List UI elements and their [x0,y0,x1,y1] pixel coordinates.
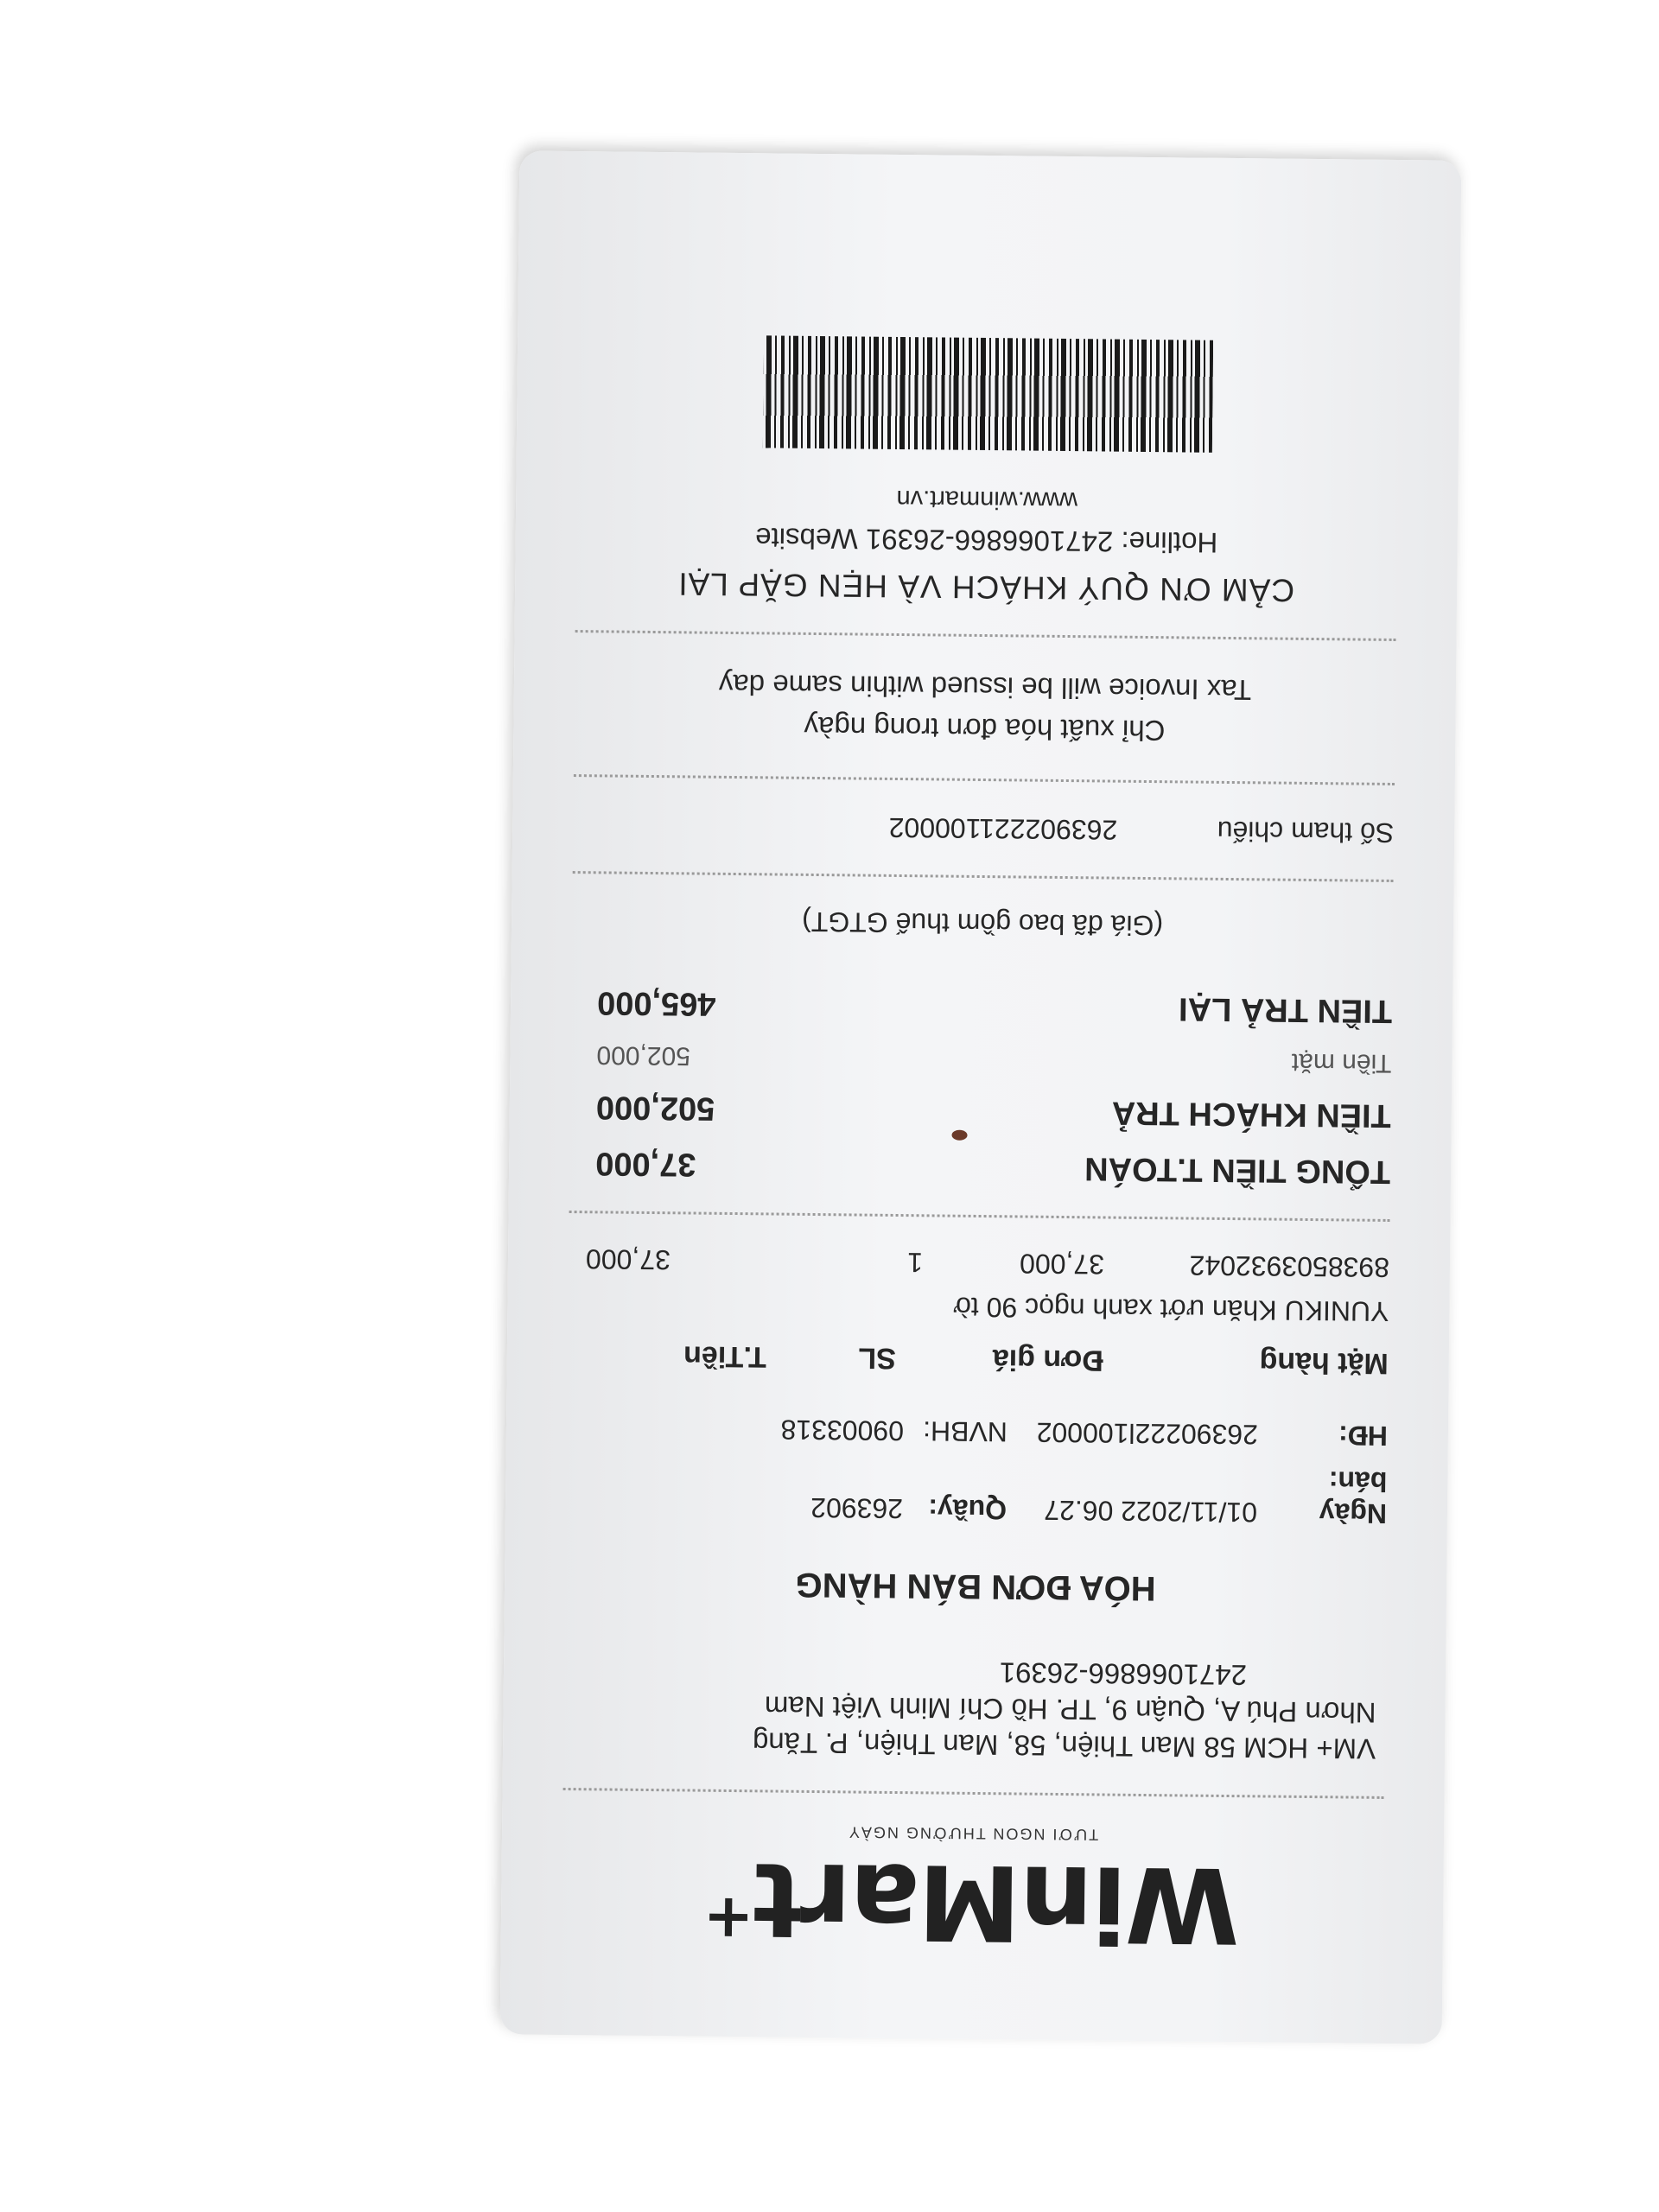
item-values [569,1243,1389,1283]
item-total: 37,000 [585,1243,671,1276]
receipt-paper [500,150,1462,2044]
divider [563,1788,1384,1799]
item-name: YUNIKU Khăn ướt xanh ngọc 90 tờ [952,1291,1389,1327]
invoice-label: HĐ: [1338,1420,1389,1452]
store-address-line1: VM+ HCM 58 Man Thiện, 58, Man Thiện, P. Tăng [752,1726,1376,1765]
item-qty: 1 [907,1247,924,1279]
col-qty: SL [858,1341,897,1375]
col-item: Mặt hàng [1259,1345,1389,1380]
divider [574,774,1395,785]
invoice-note [574,662,1395,753]
total-label: TỔNG TIỀN T.TOÁN [1084,1150,1391,1190]
counter-label: Quầy: [928,1493,1007,1526]
total-value: 37,000 [594,1145,696,1183]
invoice-note-en: Tax Invoice will be issued within same day [718,668,1252,707]
vat-note: (Giá đã bao gồm thuế GTGT) [801,906,1164,942]
store-tagline: TƯƠI NGON THƯỜNG NGÀY [847,1823,1099,1844]
date-label: Ngày bán: [1319,1465,1388,1529]
paid-label: TIỀN KHÁCH TRẢ [1111,1094,1392,1134]
item-code: 8938503932042 [1189,1249,1390,1283]
store-address-line2: Nhơn Phú A, Quận 9, TP. Hồ Chí Minh Việt Nam [764,1690,1376,1729]
item-row [568,1243,1389,1327]
date-value: 01/11/2022 06.27 [1044,1494,1258,1529]
change-value: 465,000 [596,984,716,1022]
total-row [569,1144,1390,1190]
change-label: TIỀN TRẢ LẠI [1178,990,1393,1029]
reference-label: Số tham chiếu [1217,815,1395,849]
cash-label: Tiền mặt [1291,1047,1392,1077]
barcode [763,335,1213,452]
invoice-note-vi: Chỉ xuất hóa đơn trong ngày [804,710,1166,747]
divider [575,630,1396,641]
item-unit-price: 37,000 [1019,1248,1105,1281]
divider [569,1211,1390,1222]
hotline: Hotline: 2471066866-26391 Website [755,522,1218,559]
reference-row [573,808,1394,849]
cash-row [570,1039,1391,1077]
paid-row [570,1088,1391,1134]
store-logo-block [562,1820,1384,1965]
item-table-header [568,1338,1389,1380]
col-unit-price: Đơn giá [992,1343,1104,1377]
ink-stain [951,1130,967,1141]
change-row [571,983,1392,1029]
cash-value: 502,000 [596,1040,691,1071]
col-total: T.Tiền [683,1339,767,1374]
store-logo: WinMart+ [704,1839,1241,1965]
website: www.winmart.vn [896,484,1078,515]
store-phone: 2471066866-26391 [999,1656,1248,1692]
paid-value: 502,000 [595,1089,715,1127]
receipt-title: HÓA ĐƠN BÁN HÀNG [795,1565,1156,1608]
counter-value: 263902 [810,1491,904,1525]
divider [573,871,1394,882]
staff-value: 09003318 [780,1414,905,1447]
info-row-invoice [567,1411,1388,1452]
invoice-value: 26390222l100002 [1036,1416,1259,1451]
store-address [563,1649,1385,1767]
info-row-date [566,1457,1388,1529]
reference-value: 263902221100002 [888,811,1118,846]
thank-you-message: CẢM ƠN QUÝ KHÁCH VÀ HẸN GẶP LẠI [677,566,1295,608]
staff-label: NVBH: [922,1415,1008,1448]
